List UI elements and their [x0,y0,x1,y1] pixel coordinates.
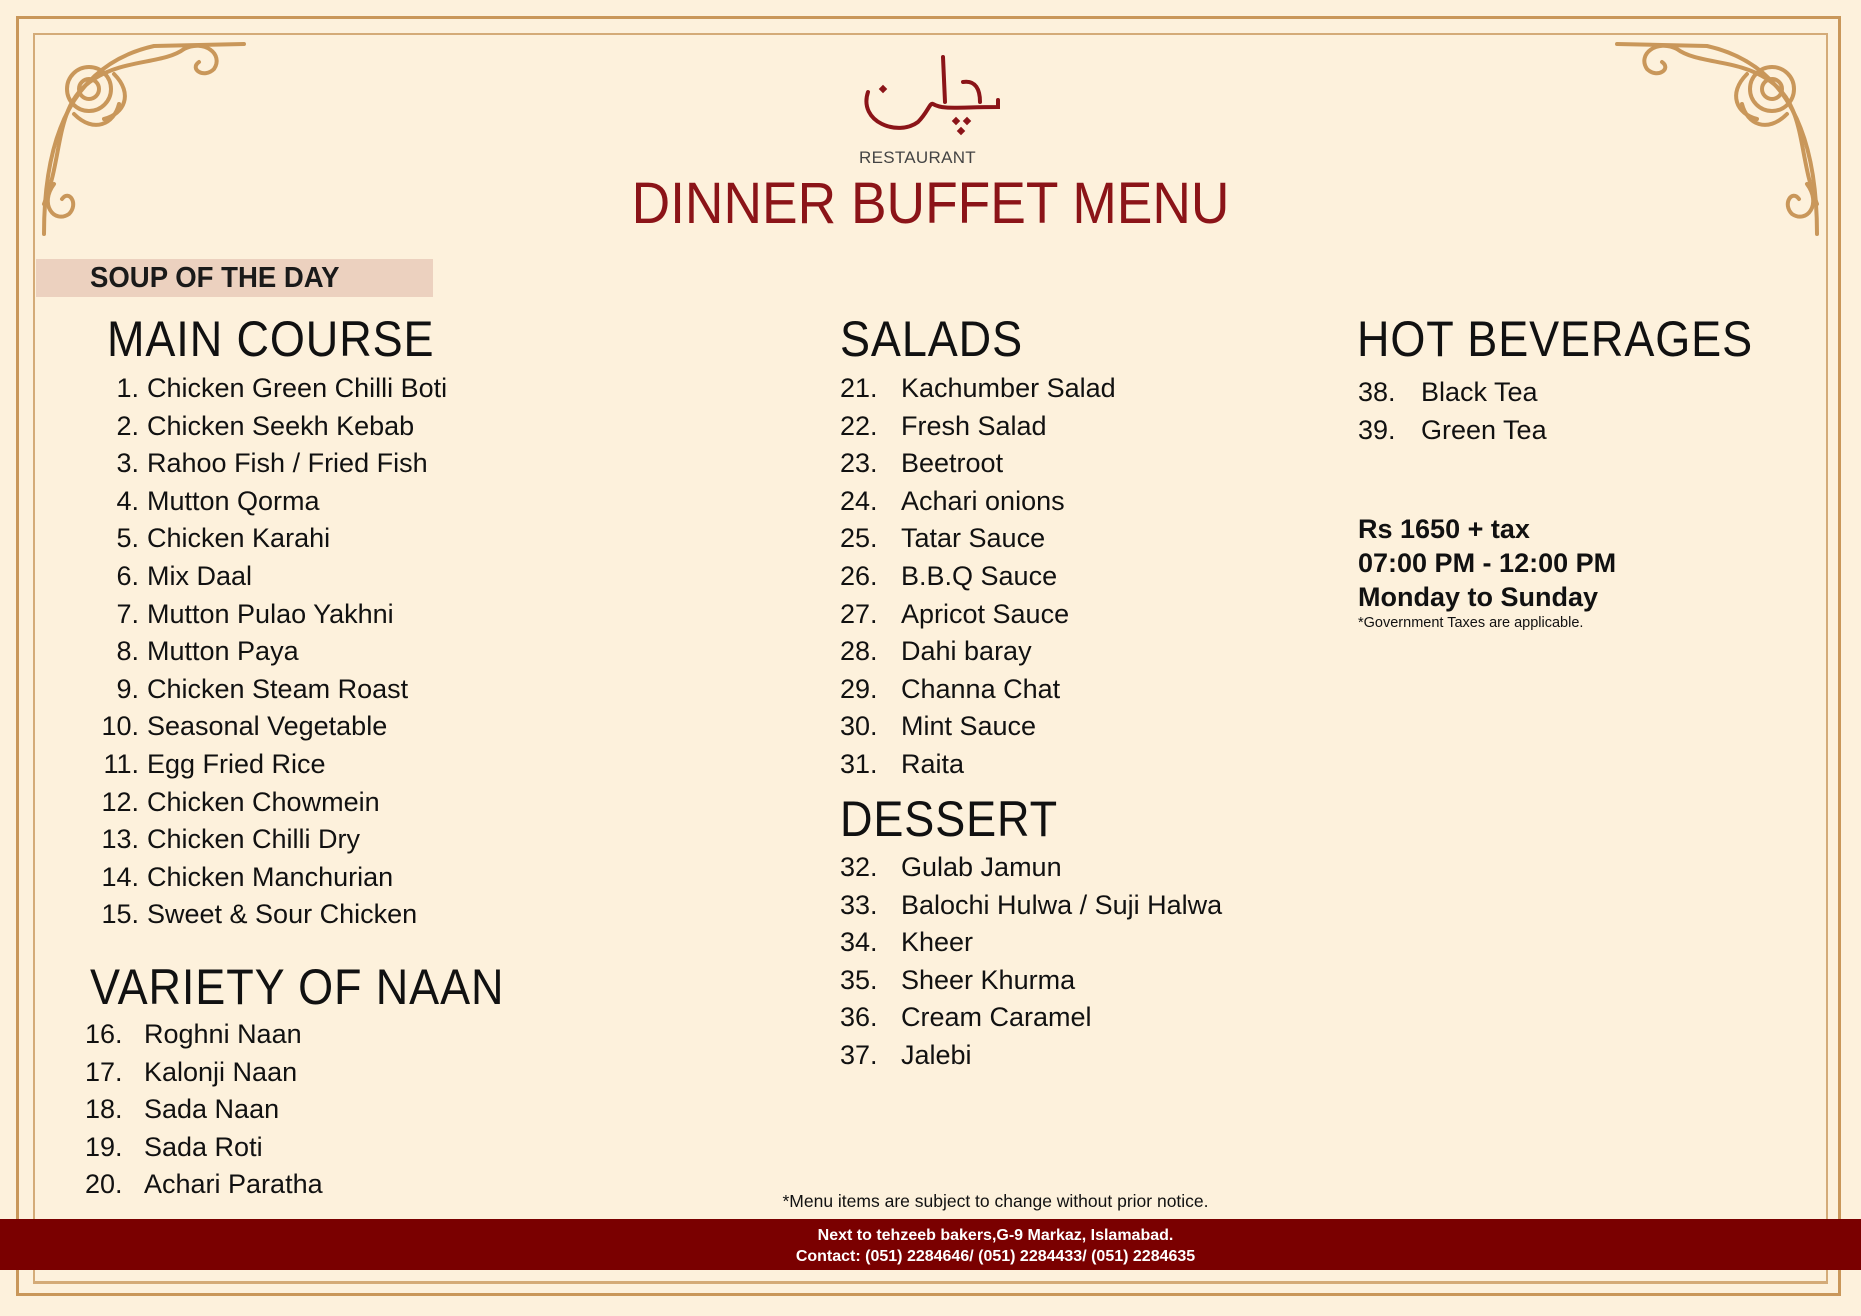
menu-item [840,370,1340,408]
item-name: Mint Sauce [901,711,1037,742]
item-number: 29. [840,673,878,704]
menu-item [91,445,591,483]
item-name: Sada Naan [144,1094,280,1125]
item-number: 28. [840,636,878,667]
item-name: Chicken Seekh Kebab [147,410,415,441]
item-number: 5. [116,523,139,554]
item-name: Channa Chat [901,673,1061,704]
tax-note: *Government Taxes are applicable. [1358,615,1584,631]
menu-item [1358,374,1758,412]
notice-text: *Menu items are subject to change without prior notice. [782,1191,1209,1211]
menu-item [840,849,1340,887]
item-name: Roghni Naan [144,1019,302,1049]
menu-item [91,784,591,822]
menu-item [91,896,591,934]
item-name: Rahoo Fish / Fried Fish [147,448,428,479]
item-number: 33. [840,889,878,920]
item-number: 25. [840,523,878,554]
item-name: Chicken Steam Roast [147,673,409,704]
item-name: Beetroot [901,448,1004,479]
soup-label: SOUP OF THE DAY [90,262,340,294]
item-number: 19. [85,1131,123,1162]
item-name: Chicken Chowmein [147,786,380,817]
item-name: Kachumber Salad [901,373,1116,403]
item-name: Tatar Sauce [901,523,1046,554]
item-name: Jalebi [901,1039,972,1070]
footer-bar [0,1219,1861,1270]
item-number: 7. [116,598,139,629]
item-number: 16. [85,1019,123,1049]
item-number: 37. [840,1039,878,1070]
bottom-divider [33,1282,1828,1284]
item-number: 38. [1358,377,1396,407]
item-number: 20. [85,1169,123,1200]
menu-item [85,1054,585,1092]
item-number: 27. [840,598,878,629]
menu-notice [0,1191,1861,1212]
soup-of-the-day-banner [36,259,433,297]
item-name: Sweet & Sour Chicken [147,899,418,930]
item-number: 26. [840,560,878,591]
menu-item [840,520,1340,558]
item-number: 14. [101,861,139,892]
pricing-info [1358,512,1616,632]
item-number: 36. [840,1002,878,1033]
menu-item [840,558,1340,596]
menu-item [840,408,1340,446]
menu-item [91,408,591,446]
hot-beverages-list [1358,374,1758,449]
item-number: 24. [840,485,878,516]
item-name: Green Tea [1421,414,1547,445]
item-name: Chicken Karahi [147,523,331,554]
menu-item [1358,412,1758,450]
item-number: 32. [840,852,878,882]
dessert-list [840,849,1340,1075]
page-title: DINNER BUFFET MENU [631,171,1230,236]
item-name: Dahi baray [901,636,1032,667]
restaurant-label: RESTAURANT [859,148,976,167]
hours: 07:00 PM - 12:00 PM [1358,548,1617,578]
item-name: Chicken Manchurian [147,861,394,892]
menu-item [840,1037,1340,1075]
item-number: 12. [101,786,139,817]
naan-heading: VARIETY OF NAAN [90,959,505,1015]
item-name: Mutton Pulao Yakhni [147,598,394,629]
main-course-list [91,370,591,934]
item-name: Fresh Salad [901,410,1047,441]
item-name: Cream Caramel [901,1002,1092,1033]
main-course-heading: MAIN COURSE [107,311,435,367]
item-number: 34. [840,927,878,958]
menu-item [91,633,591,671]
item-name: Achari Paratha [144,1169,323,1200]
item-number: 11. [103,748,139,779]
menu-item [840,999,1340,1037]
naan-list [85,1016,585,1204]
item-name: Mix Daal [147,560,253,591]
menu-item [85,1129,585,1167]
menu-item [840,633,1340,671]
item-name: Kalonji Naan [144,1056,298,1087]
menu-item [91,859,591,897]
item-name: Mutton Paya [147,636,299,667]
item-number: 17. [85,1056,123,1087]
days: Monday to Sunday [1358,582,1599,612]
footer-contact: Contact: (051) 2284646/ (051) 2284433/ (051) 2284635 [795,1248,1196,1265]
item-number: 31. [840,748,878,779]
item-name: Egg Fried Rice [147,748,326,779]
item-number: 8. [116,636,139,667]
menu-item [840,596,1340,634]
menu-item [85,1091,585,1129]
menu-item [840,924,1340,962]
price: Rs 1650 + tax [1358,514,1530,544]
item-number: 10. [101,711,139,742]
dessert-heading: DESSERT [840,791,1059,847]
item-number: 1. [116,373,139,403]
item-number: 9. [116,673,139,704]
item-name: Balochi Hulwa / Suji Halwa [901,889,1223,920]
item-name: Raita [901,748,965,779]
menu-item [840,708,1340,746]
item-number: 2. [116,410,139,441]
menu-item [840,483,1340,521]
footer-address: Next to tehzeeb bakers,G-9 Markaz, Islamabad. [817,1227,1174,1244]
item-number: 30. [840,711,878,742]
item-name: B.B.Q Sauce [901,560,1058,591]
menu-item [840,445,1340,483]
menu-item [91,596,591,634]
item-name: Sheer Khurma [901,964,1076,995]
item-number: 15. [101,899,139,930]
restaurant-logo [858,52,1003,142]
item-number: 18. [85,1094,123,1125]
menu-item [91,821,591,859]
item-name: Mutton Qorma [147,485,320,516]
menu-item [91,370,591,408]
menu-item [840,671,1340,709]
menu-item [91,558,591,596]
hot-beverages-heading: HOT BEVERAGES [1357,311,1753,367]
item-name: Achari onions [901,485,1065,516]
menu-item [91,483,591,521]
menu-item [840,746,1340,784]
menu-item [91,708,591,746]
menu-item [91,520,591,558]
item-name: Chicken Chilli Dry [147,824,361,855]
menu-item [840,962,1340,1000]
item-number: 39. [1358,414,1396,445]
restaurant-subtitle [0,148,1861,168]
menu-item [91,671,591,709]
item-name: Chicken Green Chilli Boti [147,373,448,403]
item-name: Seasonal Vegetable [147,711,388,742]
item-number: 22. [840,410,878,441]
item-number: 23. [840,448,878,479]
item-number: 13. [101,824,139,855]
item-name: Sada Roti [144,1131,263,1162]
menu-item [91,746,591,784]
item-number: 3. [116,448,139,479]
item-name: Black Tea [1421,377,1538,407]
item-number: 6. [116,560,139,591]
menu-item [840,887,1340,925]
item-number: 21. [840,373,878,403]
salads-list [840,370,1340,784]
item-number: 35. [840,964,878,995]
menu-item [85,1016,585,1054]
item-name: Gulab Jamun [901,852,1062,882]
item-name: Apricot Sauce [901,598,1070,629]
item-number: 4. [116,485,139,516]
item-name: Kheer [901,927,974,958]
salads-heading: SALADS [840,311,1023,367]
